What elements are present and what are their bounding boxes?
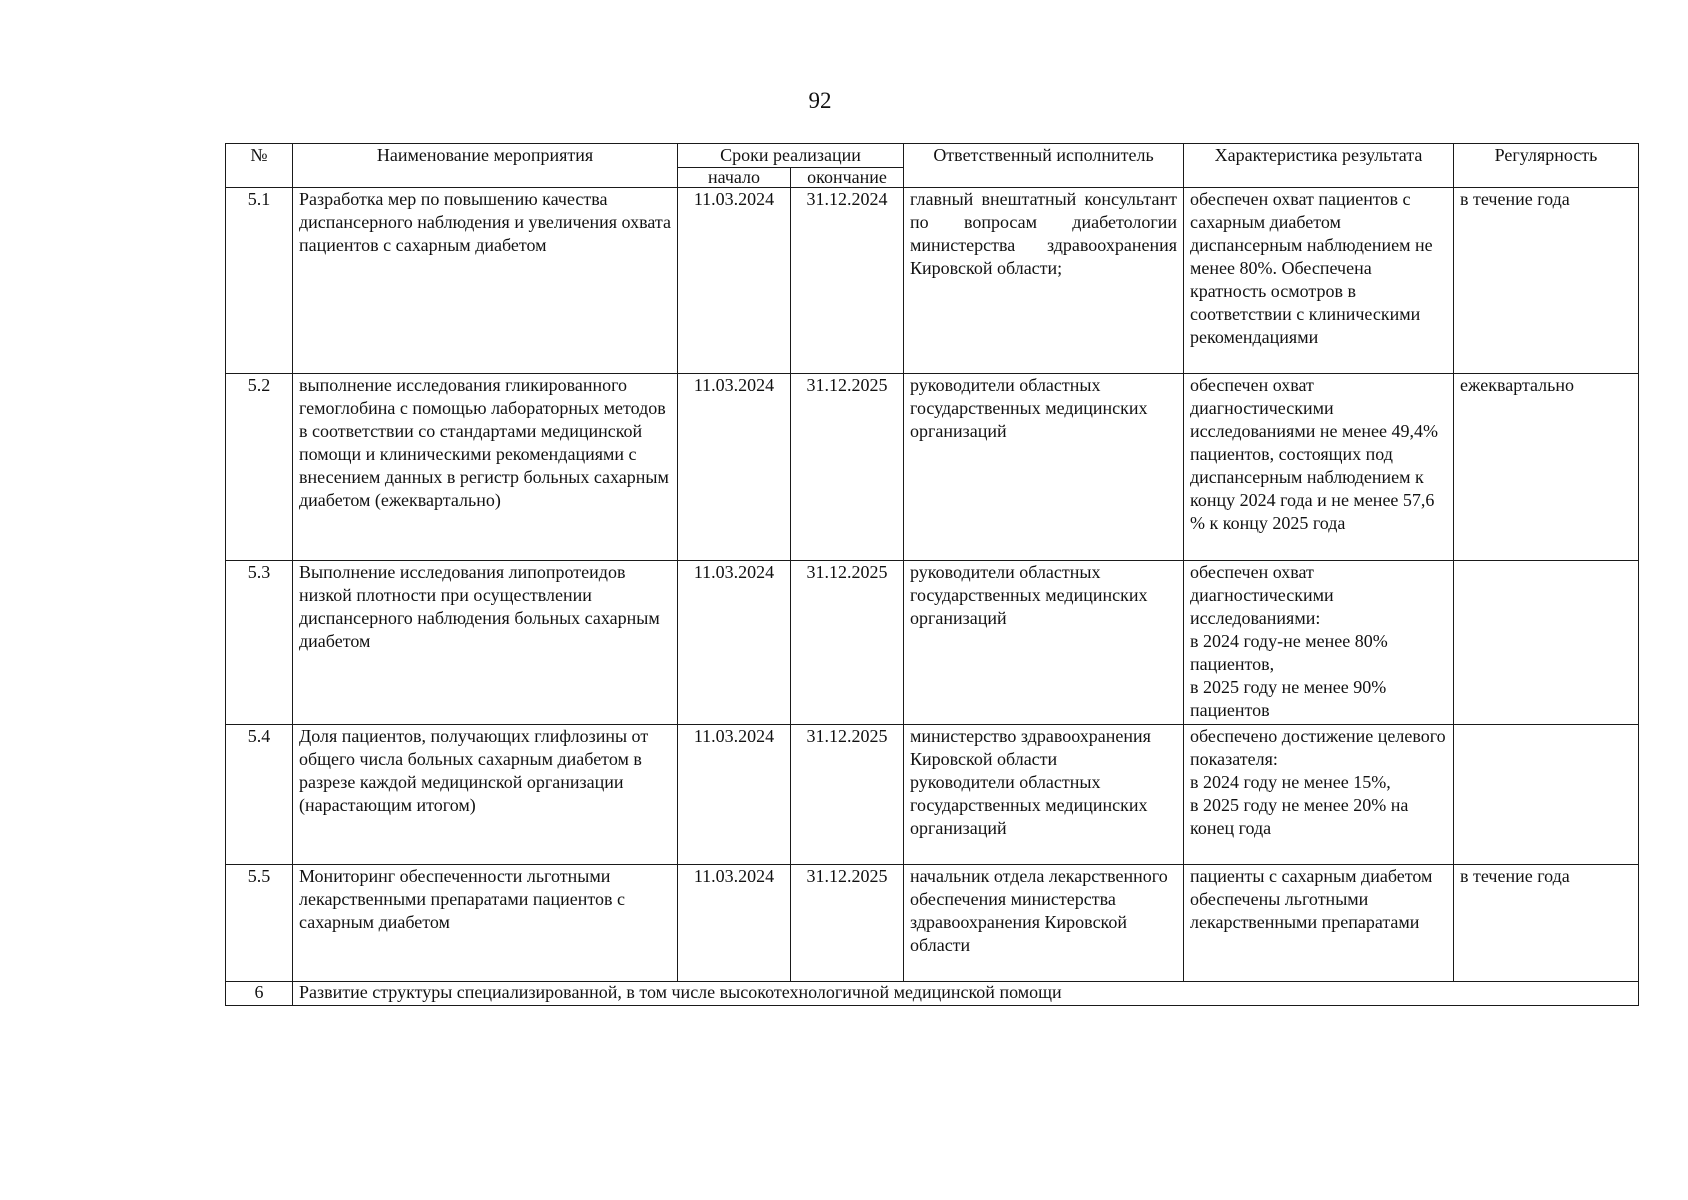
header-responsible: Ответственный исполнитель xyxy=(904,144,1184,188)
end-date: 31.12.2025 xyxy=(791,725,904,865)
regularity: в течение года xyxy=(1454,865,1639,982)
header-start: начало xyxy=(678,168,791,188)
result-description xyxy=(1184,561,1454,725)
header-name: Наименование мероприятия xyxy=(293,144,678,188)
row-number: 5.3 xyxy=(226,561,293,725)
header-end: окончание xyxy=(791,168,904,188)
regularity: в течение года xyxy=(1454,188,1639,374)
section-row xyxy=(226,982,1639,1006)
row-number: 5.5 xyxy=(226,865,293,982)
result-line: в 2025 году не менее 20% на конец года xyxy=(1190,795,1409,838)
row-number: 5.4 xyxy=(226,725,293,865)
table-row xyxy=(226,561,1639,725)
result-description xyxy=(1184,725,1454,865)
end-date: 31.12.2025 xyxy=(791,865,904,982)
start-date: 11.03.2024 xyxy=(678,374,791,561)
activity-name: Выполнение исследования липопротеидов низкой плотности при осуществлении диспансерного наблюдения больных сахарным диабетом xyxy=(293,561,678,725)
page-number: 92 xyxy=(808,88,832,113)
header-num: № xyxy=(226,144,293,188)
regularity xyxy=(1454,561,1639,725)
result-description: обеспечен охват диагностическими исследованиями не менее 49,4% пациентов, состоящих под диспансерным наблюдением к концу 2024 года и не менее 57,6 % к концу 2025 года xyxy=(1184,374,1454,561)
responsible-executor: начальник отдела лекарственного обеспечения министерства здравоохранения Кировской области xyxy=(904,865,1184,982)
activities-table xyxy=(225,143,1639,1006)
start-date: 11.03.2024 xyxy=(678,865,791,982)
end-date: 31.12.2025 xyxy=(791,561,904,725)
result-description: обеспечен охват пациентов с сахарным диабетом диспансерным наблюдением не менее 80%. Обеспечена кратность осмотров в соответствии с клиническими рекомендациями xyxy=(1184,188,1454,374)
start-date: 11.03.2024 xyxy=(678,561,791,725)
result-description: пациенты с сахарным диабетом обеспечены льготными лекарственными препаратами xyxy=(1184,865,1454,982)
section-number: 6 xyxy=(226,982,293,1006)
table-row xyxy=(226,374,1639,561)
table-row xyxy=(226,188,1639,374)
responsible-executor: главный внештатный консультант по вопросам диабетологии министерства здравоохранения Кировской области; xyxy=(904,188,1184,374)
responsible-executor: руководители областных государственных медицинских организаций xyxy=(904,374,1184,561)
result-line: в 2024 году не менее 15%, xyxy=(1190,772,1391,792)
row-number: 5.1 xyxy=(226,188,293,374)
header-result: Характеристика результата xyxy=(1184,144,1454,188)
regularity: ежеквартально xyxy=(1454,374,1639,561)
section-title: Развитие структуры специализированной, в том числе высокотехнологичной медицинской помощи xyxy=(293,982,1639,1006)
result-line: в 2025 году не менее 90% пациентов xyxy=(1190,677,1387,720)
responsible-line: министерство здравоохранения Кировской области xyxy=(910,726,1151,769)
table-row xyxy=(226,725,1639,865)
activity-name: выполнение исследования гликированного гемоглобина с помощью лабораторных методов в соответствии со стандартами медицинской помощи и клиническими рекомендациями с внесением данных в регистр больных сахарным диабетом (ежеквартально) xyxy=(293,374,678,561)
start-date: 11.03.2024 xyxy=(678,725,791,865)
responsible-executor: руководители областных государственных медицинских организаций xyxy=(904,561,1184,725)
activity-name: Разработка мер по повышению качества диспансерного наблюдения и увеличения охвата пациентов с сахарным диабетом xyxy=(293,188,678,374)
result-line: обеспечено достижение целевого показателя: xyxy=(1190,726,1446,769)
header-row xyxy=(226,144,1639,168)
regularity xyxy=(1454,725,1639,865)
start-date: 11.03.2024 xyxy=(678,188,791,374)
row-number: 5.2 xyxy=(226,374,293,561)
end-date: 31.12.2025 xyxy=(791,374,904,561)
header-regularity: Регулярность xyxy=(1454,144,1639,188)
table-row xyxy=(226,865,1639,982)
result-line: обеспечен охват диагностическими исследованиями: xyxy=(1190,562,1334,628)
result-line: в 2024 году-не менее 80% пациентов, xyxy=(1190,631,1388,674)
activity-name: Мониторинг обеспеченности льготными лекарственными препаратами пациентов с сахарным диабетом xyxy=(293,865,678,982)
responsible-line: руководители областных государственных медицинских организаций xyxy=(910,772,1148,838)
activity-name: Доля пациентов, получающих глифлозины от общего числа больных сахарным диабетом в разрезе каждой медицинской организации (нарастающим итогом) xyxy=(293,725,678,865)
end-date: 31.12.2024 xyxy=(791,188,904,374)
responsible-executor xyxy=(904,725,1184,865)
header-timing: Сроки реализации xyxy=(678,144,904,168)
